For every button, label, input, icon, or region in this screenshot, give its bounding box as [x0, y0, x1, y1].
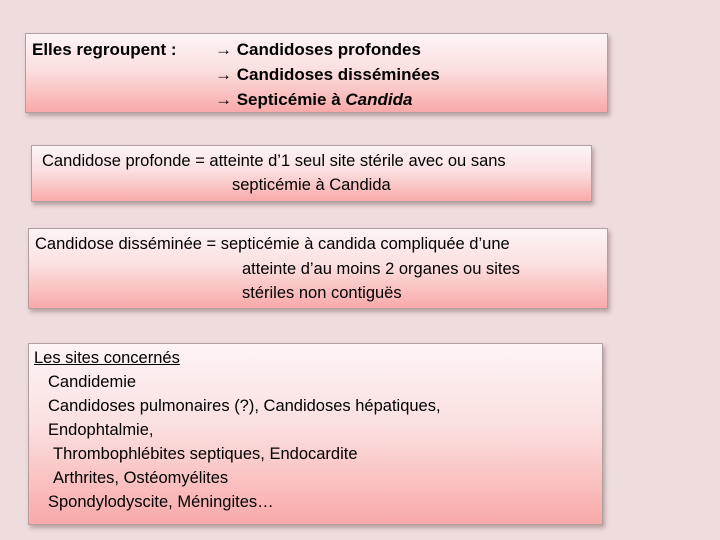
disseminated-candidosis-definition-box — [28, 228, 608, 309]
site-item: Candidoses pulmonaires (?), Candidoses hépatiques, — [48, 397, 441, 415]
summary-item-septicemia-italic: Candida — [345, 90, 413, 109]
disseminated-definition-line-2: atteinte d’au moins 2 organes ou sites — [242, 260, 520, 278]
sites-box — [28, 343, 603, 525]
deep-definition-line-1: Candidose profonde = atteinte d’1 seul site stérile avec ou sans — [42, 152, 506, 170]
site-item: Arthrites, Ostéomyélites — [53, 469, 229, 487]
deep-candidosis-definition-box — [31, 145, 592, 202]
summary-item-disseminated: → Candidoses disséminées — [215, 65, 440, 84]
summary-label: Elles regroupent : — [32, 40, 177, 59]
disseminated-definition-line-1: Candidose disséminée = septicémie à candida compliquée d’une — [35, 235, 510, 253]
disseminated-definition-line-3: stériles non contiguës — [242, 284, 402, 302]
summary-item-septicemia-text: → Septicémie à — [215, 90, 346, 109]
summary-box — [25, 33, 608, 113]
site-item: Candidemie — [48, 373, 137, 391]
summary-item-septicemia — [215, 90, 412, 110]
summary-item-deep: → Candidoses profondes — [215, 40, 421, 59]
site-item: Thrombophlébites septiques, Endocardite — [53, 445, 358, 463]
site-item: Endophtalmie, — [48, 421, 154, 439]
deep-definition-line-2: septicémie à Candida — [232, 176, 391, 194]
site-item: Spondylodyscite, Méningites… — [48, 493, 274, 511]
sites-title: Les sites concernés — [34, 349, 180, 367]
